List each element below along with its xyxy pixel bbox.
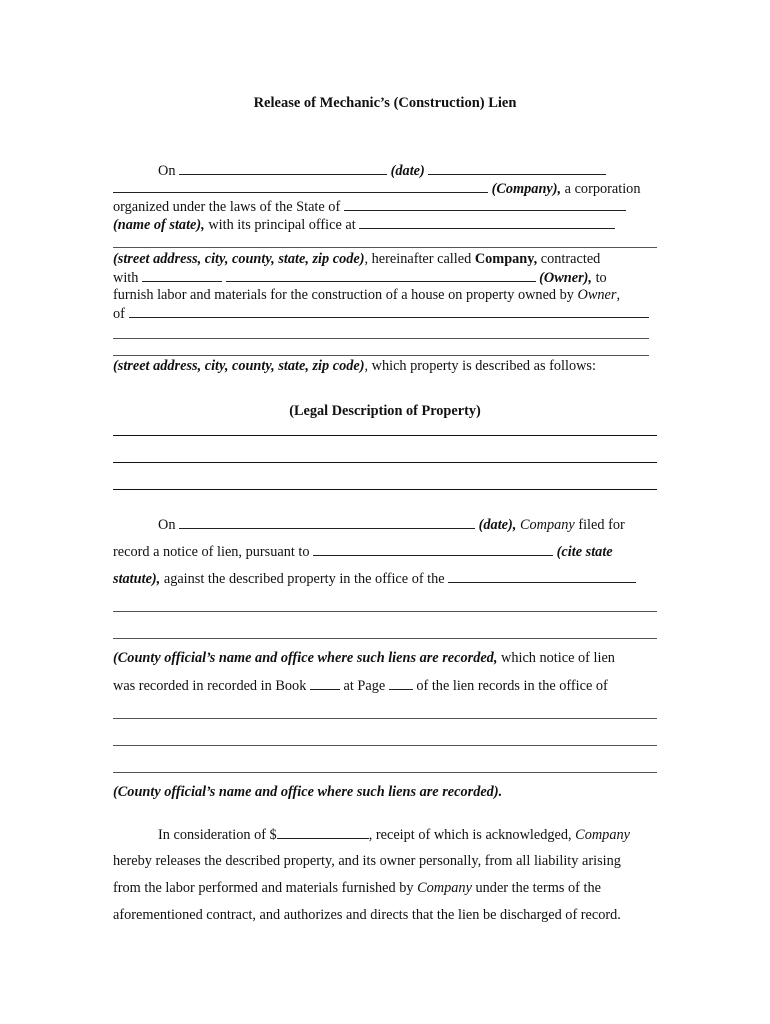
address-rule-1[interactable] xyxy=(113,247,657,248)
para1-line1: On (date) xyxy=(113,161,658,180)
county-rule-1[interactable] xyxy=(113,611,657,612)
para3-line1: In consideration of $ , receipt of which is acknowledged, Company xyxy=(158,827,630,843)
principal-office-blank[interactable] xyxy=(359,215,615,229)
para3-line3: from the labor performed and materials furnished by Company under the terms of the xyxy=(113,880,601,896)
county-rule-4[interactable] xyxy=(113,745,657,746)
county-rule-2[interactable] xyxy=(113,638,657,639)
para1-line7: with (Owner), to xyxy=(113,270,607,286)
legal-rule-2[interactable] xyxy=(113,462,657,463)
date-blank-1[interactable] xyxy=(179,161,387,175)
para2-line6: (County official’s name and office where such liens are recorded, which notice of lien xyxy=(113,650,615,666)
para2-line7: was recorded in recorded in Book at Page of the lien records in the office of xyxy=(113,678,608,694)
owner-blank-b[interactable] xyxy=(226,268,536,282)
property-location-blank[interactable] xyxy=(129,304,649,318)
para2-line3: statute), against the described property in the office of the xyxy=(113,569,658,588)
para1-line3: organized under the laws of the State of xyxy=(113,197,658,216)
address-rule-3[interactable] xyxy=(113,355,649,356)
para3-line4: aforementioned contract, and authorizes and directs that the lien be discharged of record. xyxy=(113,907,621,923)
para1-line8: furnish labor and materials for the construction of a house on property owned by Owner, xyxy=(113,287,621,303)
legal-rule-3[interactable] xyxy=(113,489,657,490)
book-blank[interactable] xyxy=(310,676,340,690)
county-rule-3[interactable] xyxy=(113,718,657,719)
legal-rule-1[interactable] xyxy=(113,435,657,436)
address-rule-2[interactable] xyxy=(113,338,649,339)
company-blank[interactable] xyxy=(113,179,488,193)
consideration-amount-blank[interactable] xyxy=(277,825,369,839)
para3-line2: hereby releases the described property, and its owner personally, from all liability arising xyxy=(113,853,621,869)
para2-line11: (County official’s name and office where such liens are recorded). xyxy=(113,784,503,800)
page-blank[interactable] xyxy=(389,676,413,690)
legal-description-heading: (Legal Description of Property) xyxy=(289,403,481,419)
county-rule-5[interactable] xyxy=(113,772,657,773)
para1-line6: (street address, city, county, state, zip code), hereinafter called Company, contracted xyxy=(113,251,601,267)
para1-line4: (name of state), with its principal office at xyxy=(113,215,658,234)
para2-line1: On (date), Company filed for xyxy=(158,517,625,533)
para1-line2: (Company), a corporation xyxy=(113,179,658,198)
para2-line2: record a notice of lien, pursuant to (cite state xyxy=(113,544,613,560)
state-blank[interactable] xyxy=(344,197,626,211)
document-title: Release of Mechanic’s (Construction) Lien xyxy=(253,95,517,111)
filing-date-blank[interactable] xyxy=(179,515,475,529)
para1-line12: (street address, city, county, state, zip code), which property is described as follows: xyxy=(113,358,596,374)
office-blank[interactable] xyxy=(448,569,636,583)
owner-blank-a[interactable] xyxy=(142,268,222,282)
para1-line9: of xyxy=(113,304,658,323)
blank-after-date[interactable] xyxy=(428,161,606,175)
statute-blank[interactable] xyxy=(313,542,553,556)
